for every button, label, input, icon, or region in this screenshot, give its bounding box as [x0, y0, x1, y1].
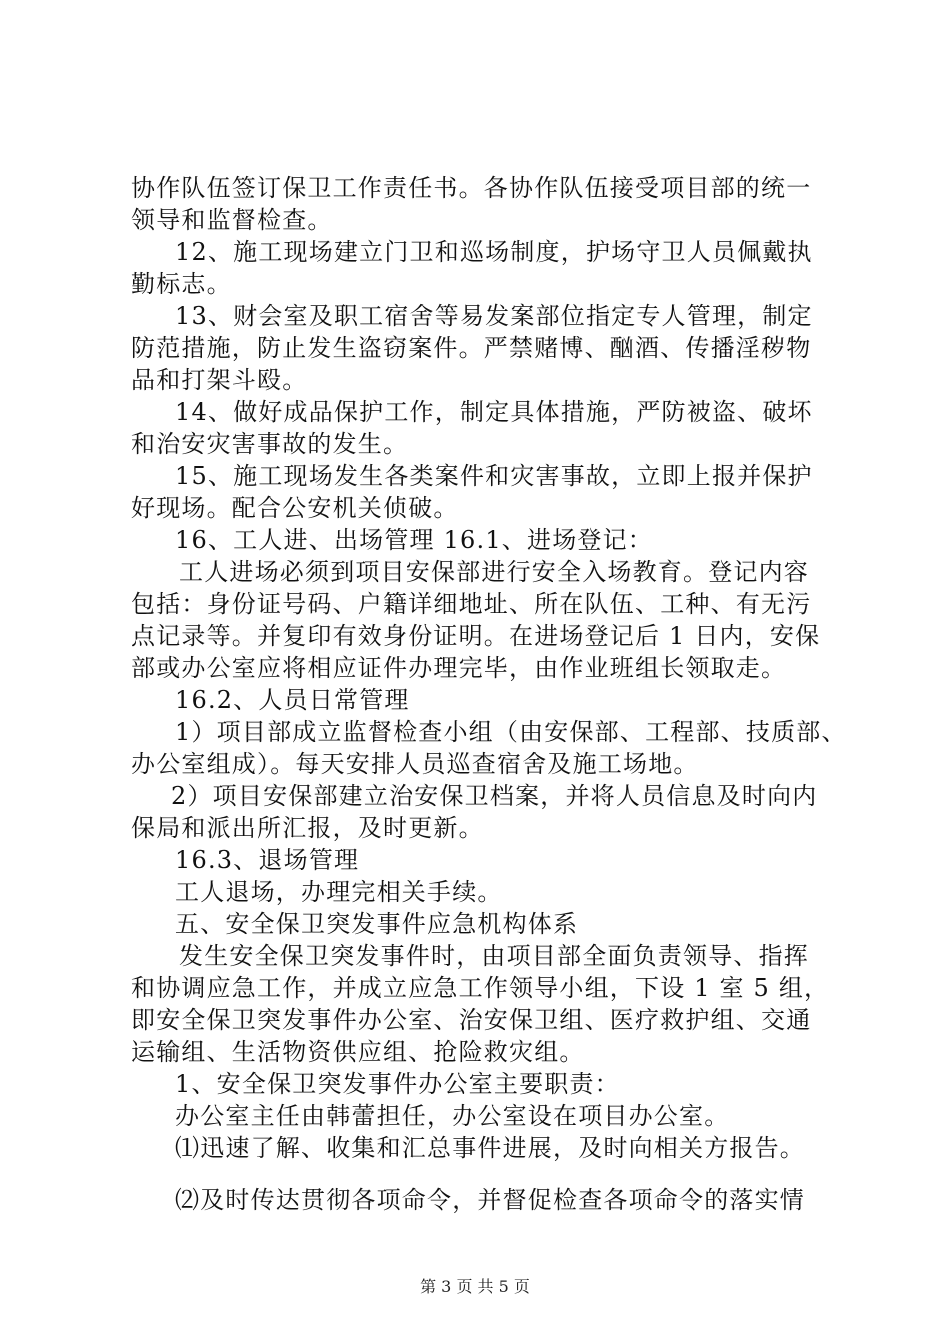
text-line: 领导和监督检查。	[131, 206, 333, 234]
text-line: 品和打架斗殴。	[131, 366, 308, 394]
text-line: 工人退场，办理完相关手续。	[175, 878, 503, 906]
text-line: 保局和派出所汇报，及时更新。	[131, 814, 484, 842]
text-line: 点记录等。并复印有效身份证明。在进场登记后 1 日内，安保	[131, 622, 821, 650]
text-line: 14、做好成品保护工作，制定具体措施，严防被盗、破坏	[175, 398, 813, 426]
text-line: 办公室组成）。每天安排人员巡查宿舍及施工场地。	[131, 750, 699, 778]
text-line: 1）项目部成立监督检查小组（由安保部、工程部、技质部、	[175, 718, 847, 746]
text-line: 12、施工现场建立门卫和巡场制度，护场守卫人员佩戴执	[175, 238, 813, 266]
text-line: 部或办公室应将相应证件办理完毕，由作业班组长领取走。	[131, 654, 787, 682]
text-line: 15、施工现场发生各类案件和灾害事故，立即上报并保护	[175, 462, 813, 490]
text-line: 16.2、人员日常管理	[175, 686, 410, 714]
section-heading: 五、安全保卫突发事件应急机构体系	[175, 910, 579, 938]
text-line: 16、工人进、出场管理 16.1、进场登记：	[175, 526, 654, 554]
text-line: 发生安全保卫突发事件时，由项目部全面负责领导、指挥	[179, 942, 809, 970]
paragraph-gap	[131, 1164, 833, 1184]
document-body	[131, 172, 847, 1216]
text-line: ⑴迅速了解、收集和汇总事件进展，及时向相关方报告。	[175, 1134, 805, 1162]
text-line: 和协调应急工作，并成立应急工作领导小组，下设 1 室 5 组，	[131, 974, 830, 1002]
text-line: 13、财会室及职工宿舍等易发案部位指定专人管理，制定	[175, 302, 813, 330]
text-line: 办公室主任由韩蕾担任，办公室设在项目办公室。	[175, 1102, 730, 1130]
text-line: 勤标志。	[131, 270, 232, 298]
text-line: 好现场。配合公安机关侦破。	[131, 494, 459, 522]
text-line: 包括：身份证号码、户籍详细地址、所在队伍、工种、有无污	[131, 590, 812, 618]
text-line: 即安全保卫突发事件办公室、治安保卫组、医疗救护组、交通	[131, 1006, 812, 1034]
text-line: 协作队伍签订保卫工作责任书。各协作队伍接受项目部的统一	[131, 174, 812, 202]
page-footer: 第 3 页 共 5 页	[420, 1277, 530, 1296]
text-line: 运输组、生活物资供应组、抢险救灾组。	[131, 1038, 585, 1066]
text-line: ⑵及时传达贯彻各项命令，并督促检查各项命令的落实情	[175, 1186, 805, 1214]
text-line: 2）项目安保部建立治安保卫档案，并将人员信息及时向内	[171, 782, 818, 810]
text-line: 防范措施，防止发生盗窃案件。严禁赌博、酗酒、传播淫秽物	[131, 334, 812, 362]
text-line: 1、安全保卫突发事件办公室主要职责：	[175, 1070, 620, 1098]
text-line: 工人进场必须到项目安保部进行安全入场教育。登记内容	[179, 558, 809, 586]
text-line: 16.3、退场管理	[175, 846, 360, 874]
text-line: 和治安灾害事故的发生。	[131, 430, 409, 458]
